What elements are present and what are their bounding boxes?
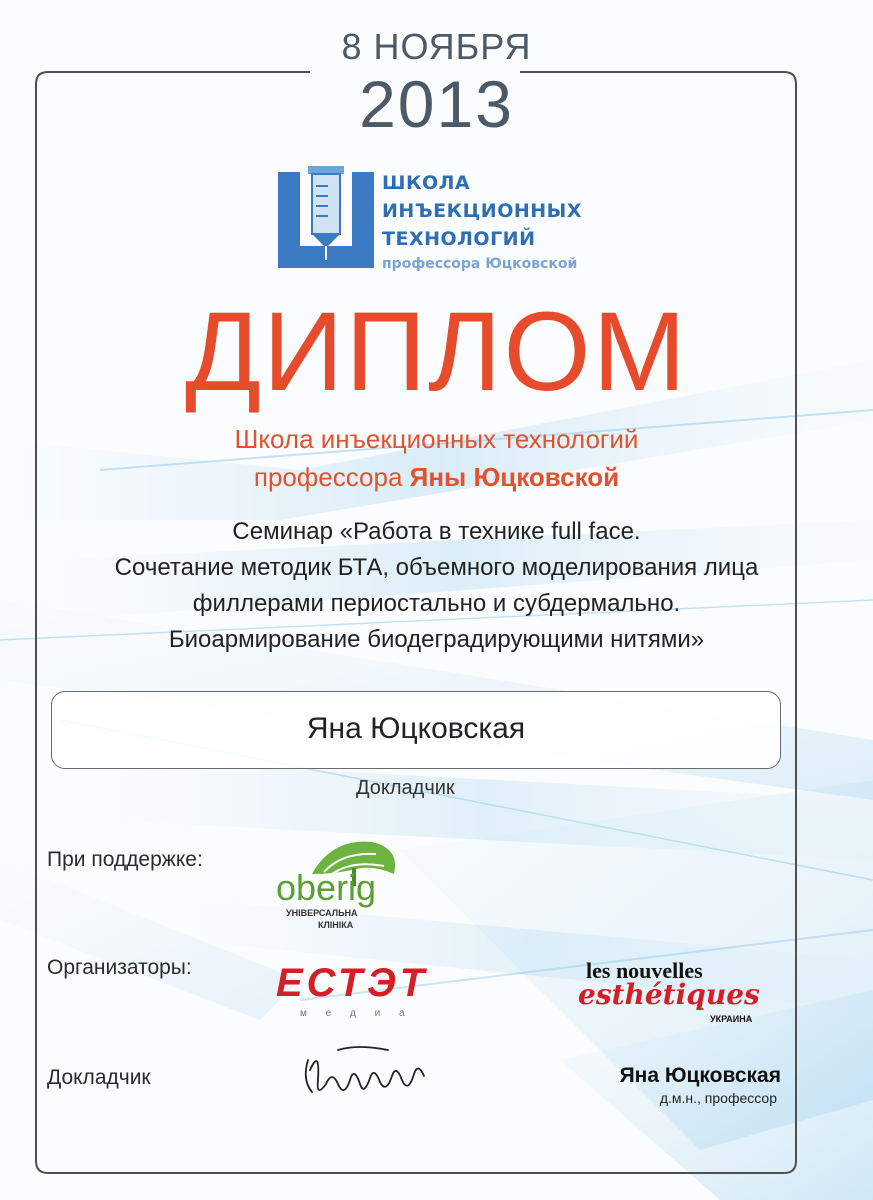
professor-name: Яны Юцковской — [409, 462, 620, 492]
estet-name: ЕСТЭТ — [276, 962, 429, 1005]
support-label: При поддержке: — [47, 848, 203, 871]
organizers-label: Организаторы: — [47, 956, 192, 979]
recipient-name-box — [51, 691, 781, 769]
professor-prefix: профессора — [253, 462, 410, 492]
seminar-line: Сочетание методик БТА, объемного моделирования лица — [114, 554, 759, 581]
lesnouv-line-1: les nouvelles — [586, 958, 703, 983]
school-name-line: Школа инъекционных технологий — [234, 424, 639, 454]
seminar-line: филлерами периостально и субдермально. — [192, 590, 681, 617]
lesnouv-line-2: esthétiques — [578, 978, 760, 1011]
seminar-line: Биоармирование биодеградирующими нитями» — [168, 626, 705, 653]
speaker-label: Докладчик — [47, 1066, 151, 1089]
logo-line-3: ТЕХНОЛОГИЙ — [382, 228, 536, 250]
logo-line-4: профессора Юцковской — [382, 256, 578, 272]
oberig-clinic-logo — [272, 834, 412, 934]
logo-line-1: ШКОЛА — [382, 172, 471, 194]
oberig-sub-1: УНІВЕРСАЛЬНА — [286, 908, 358, 918]
signature — [298, 1040, 438, 1100]
recipient-name: Яна Юцковская — [306, 712, 526, 745]
estet-sub: м е д и а — [300, 1008, 413, 1019]
diploma-title: ДИПЛОМ — [185, 289, 688, 414]
lesnouv-line-3: УКРАИНА — [710, 1014, 753, 1024]
date-day: 8 НОЯБРЯ — [341, 26, 532, 67]
signer-title: д.м.н., профессор — [659, 1090, 777, 1106]
seminar-line: Семинар «Работа в технике full face. — [232, 518, 641, 545]
syringe-logo-icon — [278, 166, 374, 278]
les-nouvelles-logo — [574, 956, 774, 1028]
seminar-description — [40, 514, 833, 658]
date-year: 2013 — [359, 67, 514, 141]
oberig-sub-2: КЛІНІКА — [318, 920, 354, 930]
oberig-name: oberig — [276, 867, 377, 908]
professor-line — [0, 462, 873, 493]
school-logo — [278, 166, 608, 278]
signer-name: Яна Юцковская — [619, 1064, 781, 1087]
recipient-role: Докладчик — [356, 777, 455, 799]
estet-media-logo — [270, 962, 500, 1022]
logo-line-2: ИНЪЕКЦИОННЫХ — [382, 200, 582, 222]
